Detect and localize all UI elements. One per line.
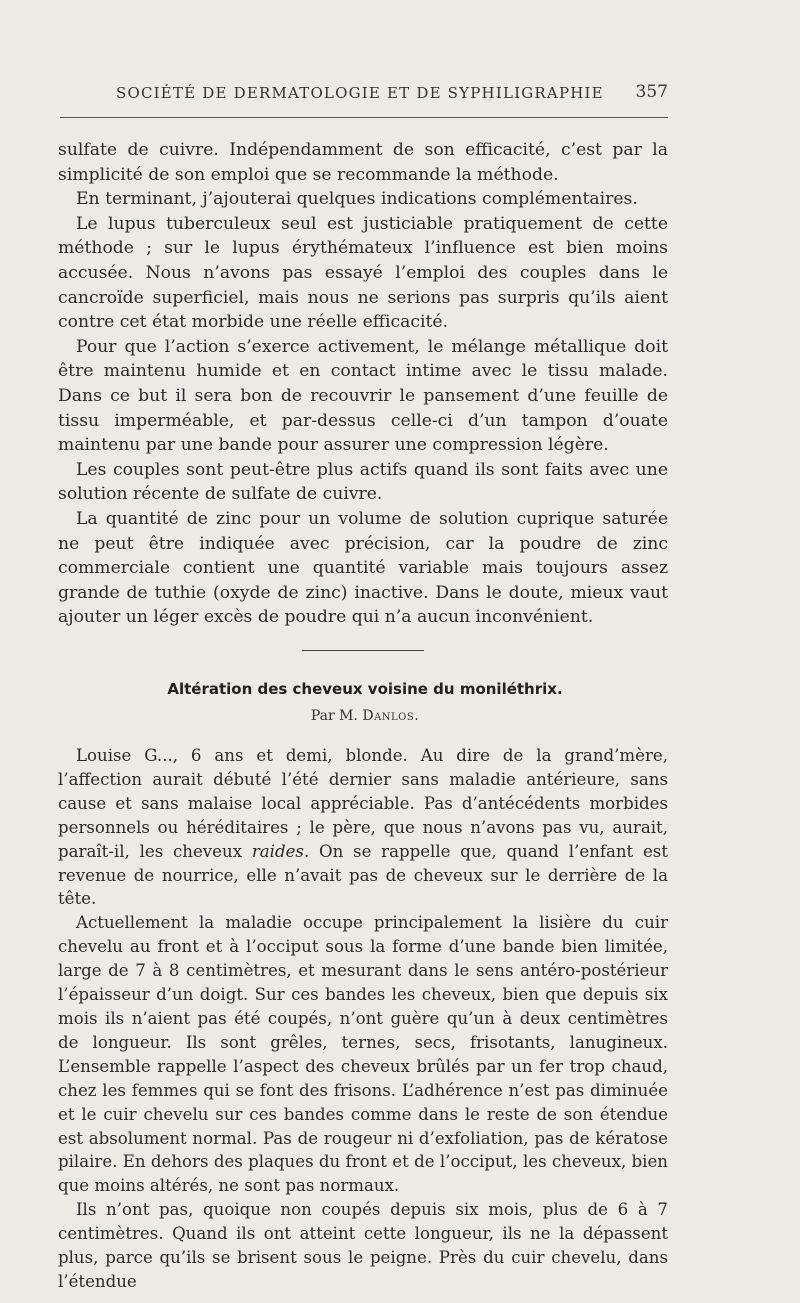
paragraph-text: Louise G..., 6 ans et demi, blonde. Au dire de la grand’mère, l’affection aurait débuté l’été dernier sans maladie antérieure, sans cause et sans malaise local appréciable. Pas d’antécédents morbides personnels ou héréditaires ; le père, que nous n’avons pas vu, aurait, paraît-il, les cheveux <box>58 746 668 861</box>
paragraph: sulfate de cuivre. Indépendamment de son efficacité, c’est par la simplicité de son emploi que se recommande la méthode. <box>58 140 668 185</box>
section-separator <box>302 650 424 651</box>
paragraph: Actuellement la maladie occupe principalement la lisière du cuir chevelu au front et à l’occiput sous la forme d’une bande bien limitée, large de 7 à 8 centimètres, et mesurant dans le sens antéro-postérieur l’épaisseur d’un doigt. Sur ces bandes les cheveux, bien que depuis six mois ils n’aient pas été coupés, n’ont guère qu’un à deux centimètres de longueur. Ils sont grêles, ternes, secs, frisotants, lanugineux. L’ensemble rappelle l’aspect des cheveux brûlés par un fer trop chaud, chez les femmes qui se font des frisons. L’adhérence n’est pas diminuée et le cuir chevelu sur ces bandes comme dans le reste de son étendue est absolument normal. Pas de rougeur ni d’exfoliation, pas de kératose pilaire. En dehors des plaques du front et de l’occiput, les cheveux, bien que moins altérés, ne sont pas normaux. <box>58 913 668 1196</box>
author-name: Danlos. <box>362 708 420 724</box>
paragraph: En terminant, j’ajouterai quelques indications complémentaires. <box>76 189 638 210</box>
paragraph: Les couples sont peut-être plus actifs quand ils sont faits avec une solution récente de sulfate de cuivre. <box>58 459 668 505</box>
section-1-text <box>58 138 668 630</box>
running-title: SOCIÉTÉ DE DERMATOLOGIE ET DE SYPHILIGRAPHIE <box>116 84 604 102</box>
paragraph: Ils n’ont pas, quoique non coupés depuis six mois, plus de 6 à 7 centimètres. Quand ils ont atteint cette longueur, ils ne la dépassent plus, parce qu’ils se brisent sous le peigne. Près du cuir chevelu, dans l’étendue <box>58 1200 668 1291</box>
article-author <box>60 708 670 724</box>
header-rule <box>60 117 668 118</box>
paragraph: Le lupus tuberculeux seul est justiciable pratiquement de cette méthode ; sur le lupus érythémateux l’influence est bien moins accusée. Nous n’avons pas essayé l’emploi des couples dans le cancroïde superficiel, mais nous ne serions pas surpris qu’ils aient contre cet état morbide une réelle efficacité. <box>58 213 668 333</box>
italic-word: raides <box>251 841 304 861</box>
author-prefix: Par M. <box>310 708 358 724</box>
page-number: 357 <box>635 82 668 102</box>
article-title: Altération des cheveux voisine du moniléthrix. <box>167 680 563 698</box>
paragraph-text: . On se rappelle que, quand l’enfant est revenue de nourrice, elle n’avait pas de cheveux sur le derrière de la tête. <box>58 841 668 909</box>
paragraph: La quantité de zinc pour un volume de solution cuprique saturée ne peut être indiquée avec précision, car la poudre de zinc commerciale contient une quantité variable mais toujours assez grande de tuthie (oxyde de zinc) inactive. Dans le doute, mieux vaut ajouter un léger excès de poudre qui n’a aucun inconvénient. <box>58 508 668 628</box>
section-2-text <box>58 744 668 1294</box>
paragraph <box>58 744 668 911</box>
paragraph: Pour que l’action s’exerce activement, le mélange métallique doit être maintenu humide et en contact intime avec le tissu malade. Dans ce but il sera bon de recouvrir le pansement d’une feuille de tissu imperméable, et par-dessus celle-ci d’un tampon d’ouate maintenu par une bande pour assurer une compression légère. <box>58 336 668 456</box>
running-header <box>60 80 668 110</box>
